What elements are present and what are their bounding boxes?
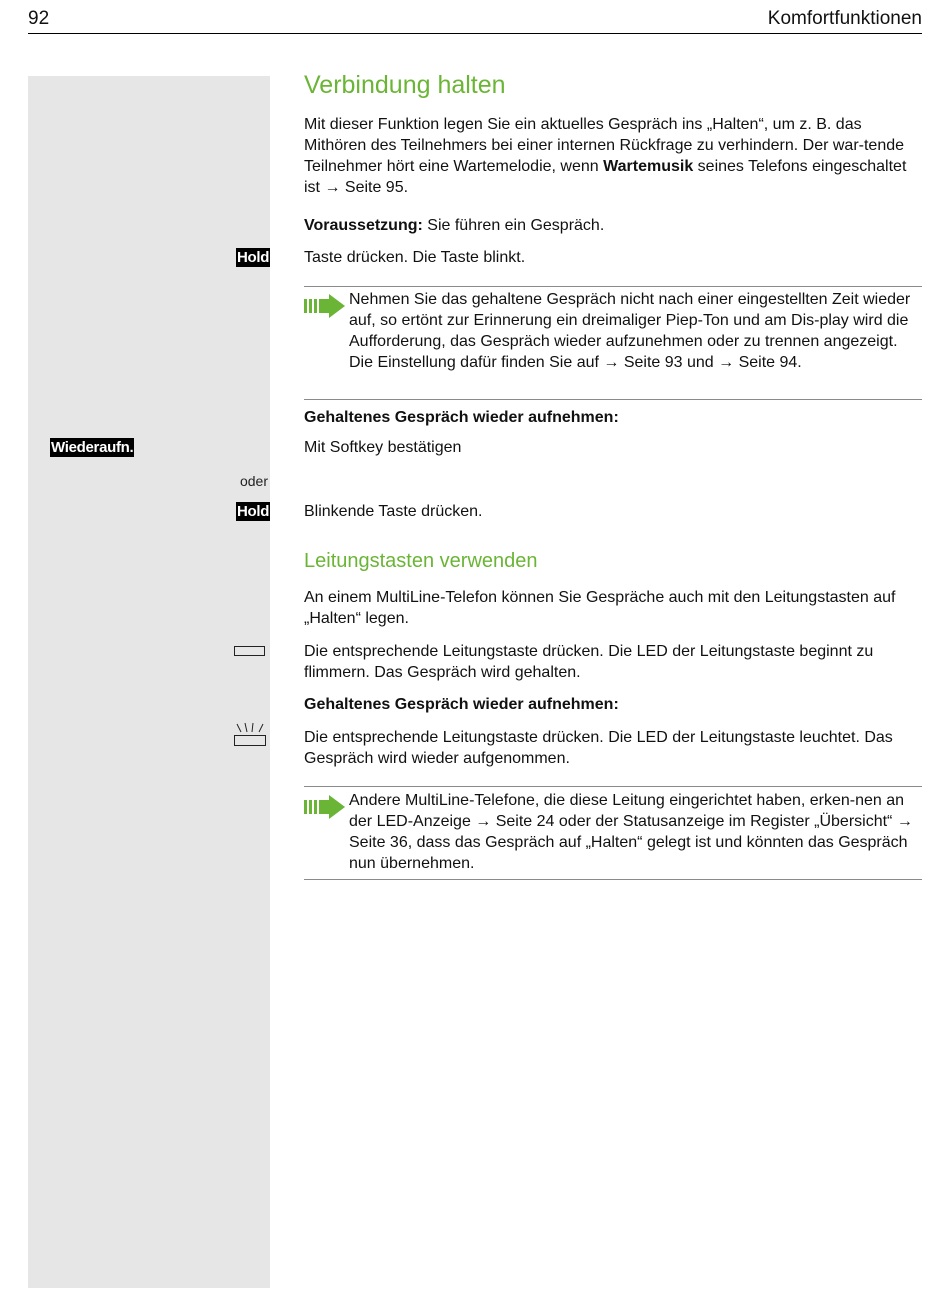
header-divider	[28, 33, 922, 34]
note-arrow-icon	[304, 294, 346, 318]
subsection-title: Leitungstasten verwenden	[304, 550, 538, 572]
line-key-lit-icon	[234, 722, 266, 748]
or-label: oder	[239, 473, 268, 489]
chapter-title: Komfortfunktionen	[767, 8, 922, 29]
subsection-intro: An einem MultiLine-Telefon können Sie Gespräche auch mit den Leitungstasten auf „Halten“ legen.	[304, 589, 896, 627]
note-arrow-icon	[304, 795, 346, 819]
precondition: Voraussetzung: Sie führen ein Gespräch.	[304, 217, 605, 234]
resume-heading: Gehaltenes Gespräch wieder aufnehmen:	[304, 409, 619, 426]
section-title: Verbindung halten	[304, 71, 506, 99]
hold-key-label-2: Hold	[237, 503, 270, 520]
note-hold-reminder: Nehmen Sie das gehaltene Gespräch nicht nach einer eingestellten Zeit wieder auf, so ertönt zur Erinnerung ein dreimaliger Piep-Ton und am Dis-play wird die Aufforderung, das Gespräch wieder aufzunehmen oder zu trennen angezeigt. Die Einstellung dafür finden Sie auf → Seite 93 und → Seite 94.	[349, 291, 911, 371]
page-number: 92	[28, 8, 50, 29]
resume-heading-2: Gehaltenes Gespräch wieder aufnehmen:	[304, 696, 619, 713]
section-intro: Mit dieser Funktion legen Sie ein aktuelles Gespräch ins „Halten“, um z. B. das Mithören des Teilnehmers bei einer internen Rückfrage zu verhindern. Der war-tende Teilnehmer hört eine Wartemelodie, wenn Wartemusik seines Telefons eingeschaltet ist → Seite 95.	[304, 116, 907, 196]
step-press-blinking: Blinkende Taste drücken.	[304, 503, 483, 520]
note-multiline-status: Andere MultiLine-Telefone, die diese Leitung eingerichtet haben, erken-nen an der LED-Anzeige → Seite 24 oder der Statusanzeige im Register „Übersicht“ → Seite 36, dass das Gespräch auf „Halten“ gelegt ist und könnten das Gespräch nun übernehmen.	[349, 792, 913, 872]
step-press-hold: Taste drücken. Die Taste blinkt.	[304, 249, 526, 266]
note-top-rule	[304, 286, 922, 287]
note2-bottom-rule	[304, 879, 922, 880]
hold-key-label: Hold	[237, 249, 270, 266]
margin-column	[28, 76, 270, 1288]
step-line-key-resume: Die entsprechende Leitungstaste drücken. Die LED der Leitungstaste leuchtet. Das Gespräch wird wieder aufgenommen.	[304, 729, 893, 767]
note-bottom-rule	[304, 399, 922, 400]
line-key-icon	[234, 646, 265, 656]
step-line-key-hold: Die entsprechende Leitungstaste drücken. Die LED der Leitungstaste beginnt zu flimmern. Das Gespräch wird gehalten.	[304, 643, 874, 681]
softkey-wiederaufn-label: Wiederaufn.	[51, 439, 134, 456]
note2-top-rule	[304, 786, 922, 787]
step-softkey-confirm: Mit Softkey bestätigen	[304, 439, 462, 456]
